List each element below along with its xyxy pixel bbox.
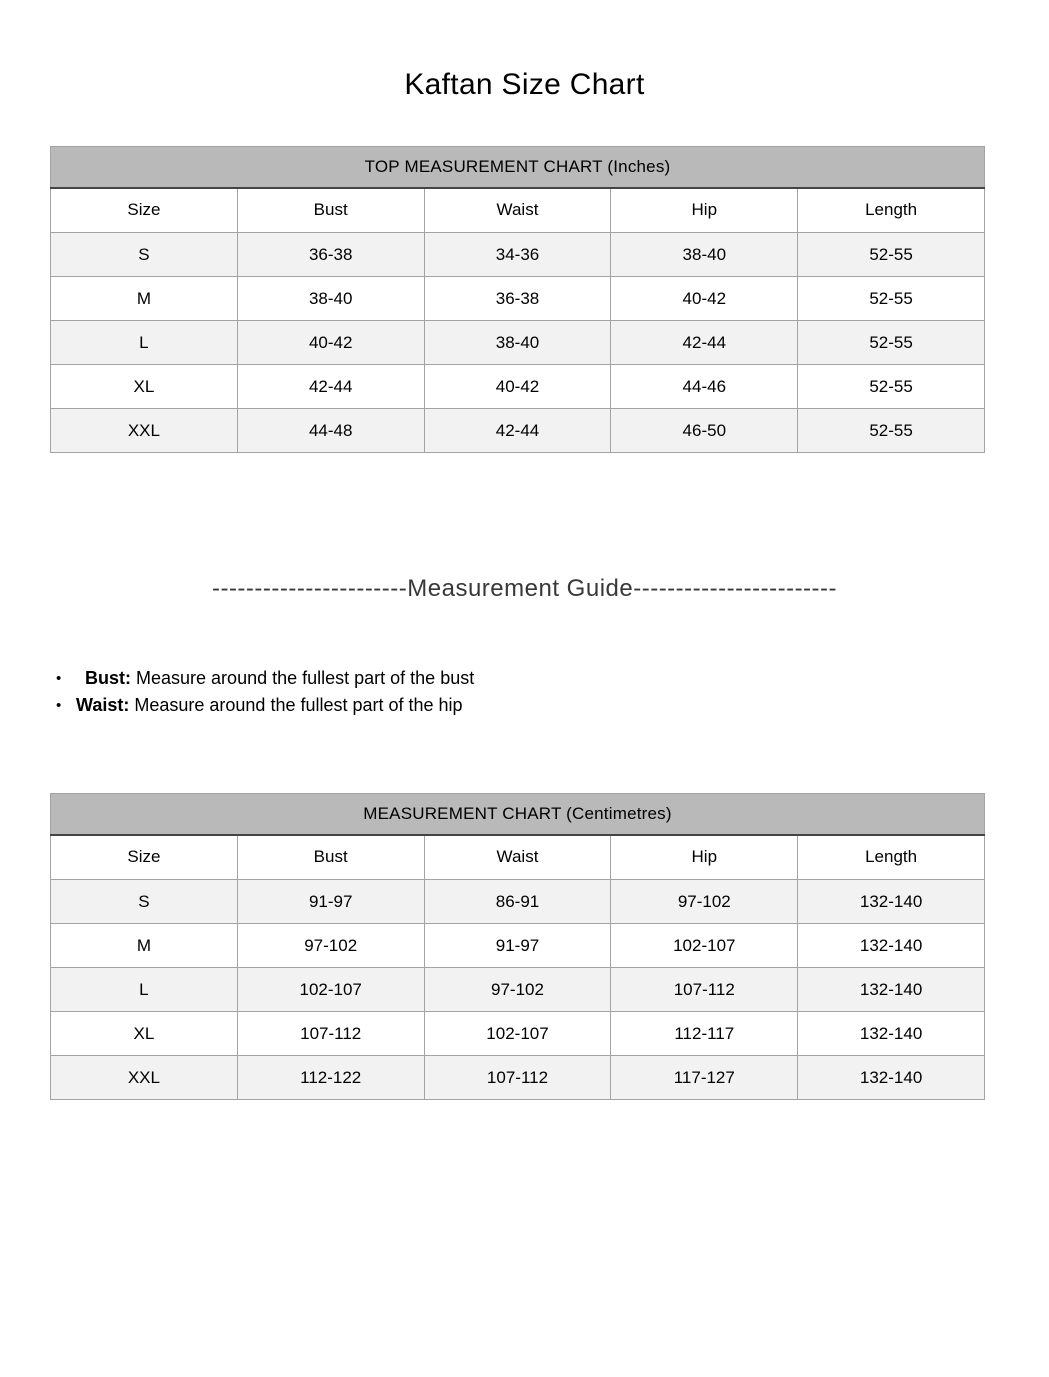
- bullet-label: Waist:: [76, 695, 130, 715]
- value-cell: 38-40: [424, 321, 611, 365]
- value-cell: 38-40: [611, 233, 798, 277]
- value-cell: 34-36: [424, 233, 611, 277]
- value-cell: 52-55: [798, 409, 985, 453]
- table-row: [51, 321, 985, 365]
- value-cell: 46-50: [611, 409, 798, 453]
- size-cell: L: [51, 321, 238, 365]
- table-row: [51, 924, 985, 968]
- column-header: Size: [51, 188, 238, 233]
- value-cell: 44-46: [611, 365, 798, 409]
- bullet-icon: •: [56, 697, 62, 714]
- column-header: Hip: [611, 188, 798, 233]
- value-cell: 36-38: [424, 277, 611, 321]
- size-cell: M: [51, 277, 238, 321]
- column-header: Waist: [424, 835, 611, 880]
- bullet-icon: •: [56, 670, 62, 687]
- value-cell: 112-122: [237, 1056, 424, 1100]
- list-item: [56, 692, 1049, 719]
- size-cell: XL: [51, 365, 238, 409]
- value-cell: 107-112: [237, 1012, 424, 1056]
- value-cell: 42-44: [611, 321, 798, 365]
- value-cell: 102-107: [611, 924, 798, 968]
- value-cell: 102-107: [424, 1012, 611, 1056]
- table-row: [51, 1012, 985, 1056]
- table-row: [51, 277, 985, 321]
- value-cell: 97-102: [424, 968, 611, 1012]
- value-cell: 107-112: [611, 968, 798, 1012]
- value-cell: 40-42: [611, 277, 798, 321]
- value-cell: 42-44: [237, 365, 424, 409]
- column-header: Bust: [237, 835, 424, 880]
- size-cell: S: [51, 233, 238, 277]
- size-cell: XL: [51, 1012, 238, 1056]
- value-cell: 52-55: [798, 233, 985, 277]
- value-cell: 42-44: [424, 409, 611, 453]
- value-cell: 38-40: [237, 277, 424, 321]
- table-row: [51, 880, 985, 924]
- value-cell: 117-127: [611, 1056, 798, 1100]
- table-row: [51, 233, 985, 277]
- inches-size-table: [50, 146, 985, 453]
- column-header: Hip: [611, 835, 798, 880]
- value-cell: 40-42: [424, 365, 611, 409]
- bullet-label: Bust:: [85, 668, 131, 688]
- value-cell: 102-107: [237, 968, 424, 1012]
- size-cell: S: [51, 880, 238, 924]
- value-cell: 91-97: [424, 924, 611, 968]
- value-cell: 36-38: [237, 233, 424, 277]
- size-cell: L: [51, 968, 238, 1012]
- value-cell: 44-48: [237, 409, 424, 453]
- column-header: Waist: [424, 188, 611, 233]
- measurement-guide-list: [0, 665, 1049, 719]
- column-header: Bust: [237, 188, 424, 233]
- value-cell: 132-140: [798, 968, 985, 1012]
- bullet-text: Measure around the fullest part of the hip: [134, 695, 463, 715]
- table-row: [51, 365, 985, 409]
- table-row: [51, 968, 985, 1012]
- value-cell: 52-55: [798, 277, 985, 321]
- table-title: MEASUREMENT CHART (Centimetres): [51, 794, 985, 835]
- list-item: [56, 665, 1049, 692]
- table-row: [51, 1056, 985, 1100]
- size-cell: XXL: [51, 409, 238, 453]
- value-cell: 91-97: [237, 880, 424, 924]
- value-cell: 52-55: [798, 321, 985, 365]
- bullet-text: Measure around the fullest part of the bust: [136, 668, 475, 688]
- value-cell: 107-112: [424, 1056, 611, 1100]
- value-cell: 112-117: [611, 1012, 798, 1056]
- column-header: Length: [798, 188, 985, 233]
- page-title: Kaftan Size Chart: [404, 68, 645, 101]
- measurement-guide-heading: -----------------------Measurement Guide------------------------: [211, 575, 838, 602]
- value-cell: 132-140: [798, 924, 985, 968]
- value-cell: 97-102: [611, 880, 798, 924]
- size-cell: M: [51, 924, 238, 968]
- column-header: Size: [51, 835, 238, 880]
- size-cell: XXL: [51, 1056, 238, 1100]
- table-row: [51, 409, 985, 453]
- value-cell: 132-140: [798, 880, 985, 924]
- centimetres-size-table: [50, 793, 985, 1100]
- table-title: TOP MEASUREMENT CHART (Inches): [51, 147, 985, 188]
- value-cell: 86-91: [424, 880, 611, 924]
- value-cell: 132-140: [798, 1056, 985, 1100]
- value-cell: 97-102: [237, 924, 424, 968]
- value-cell: 40-42: [237, 321, 424, 365]
- column-header: Length: [798, 835, 985, 880]
- value-cell: 52-55: [798, 365, 985, 409]
- value-cell: 132-140: [798, 1012, 985, 1056]
